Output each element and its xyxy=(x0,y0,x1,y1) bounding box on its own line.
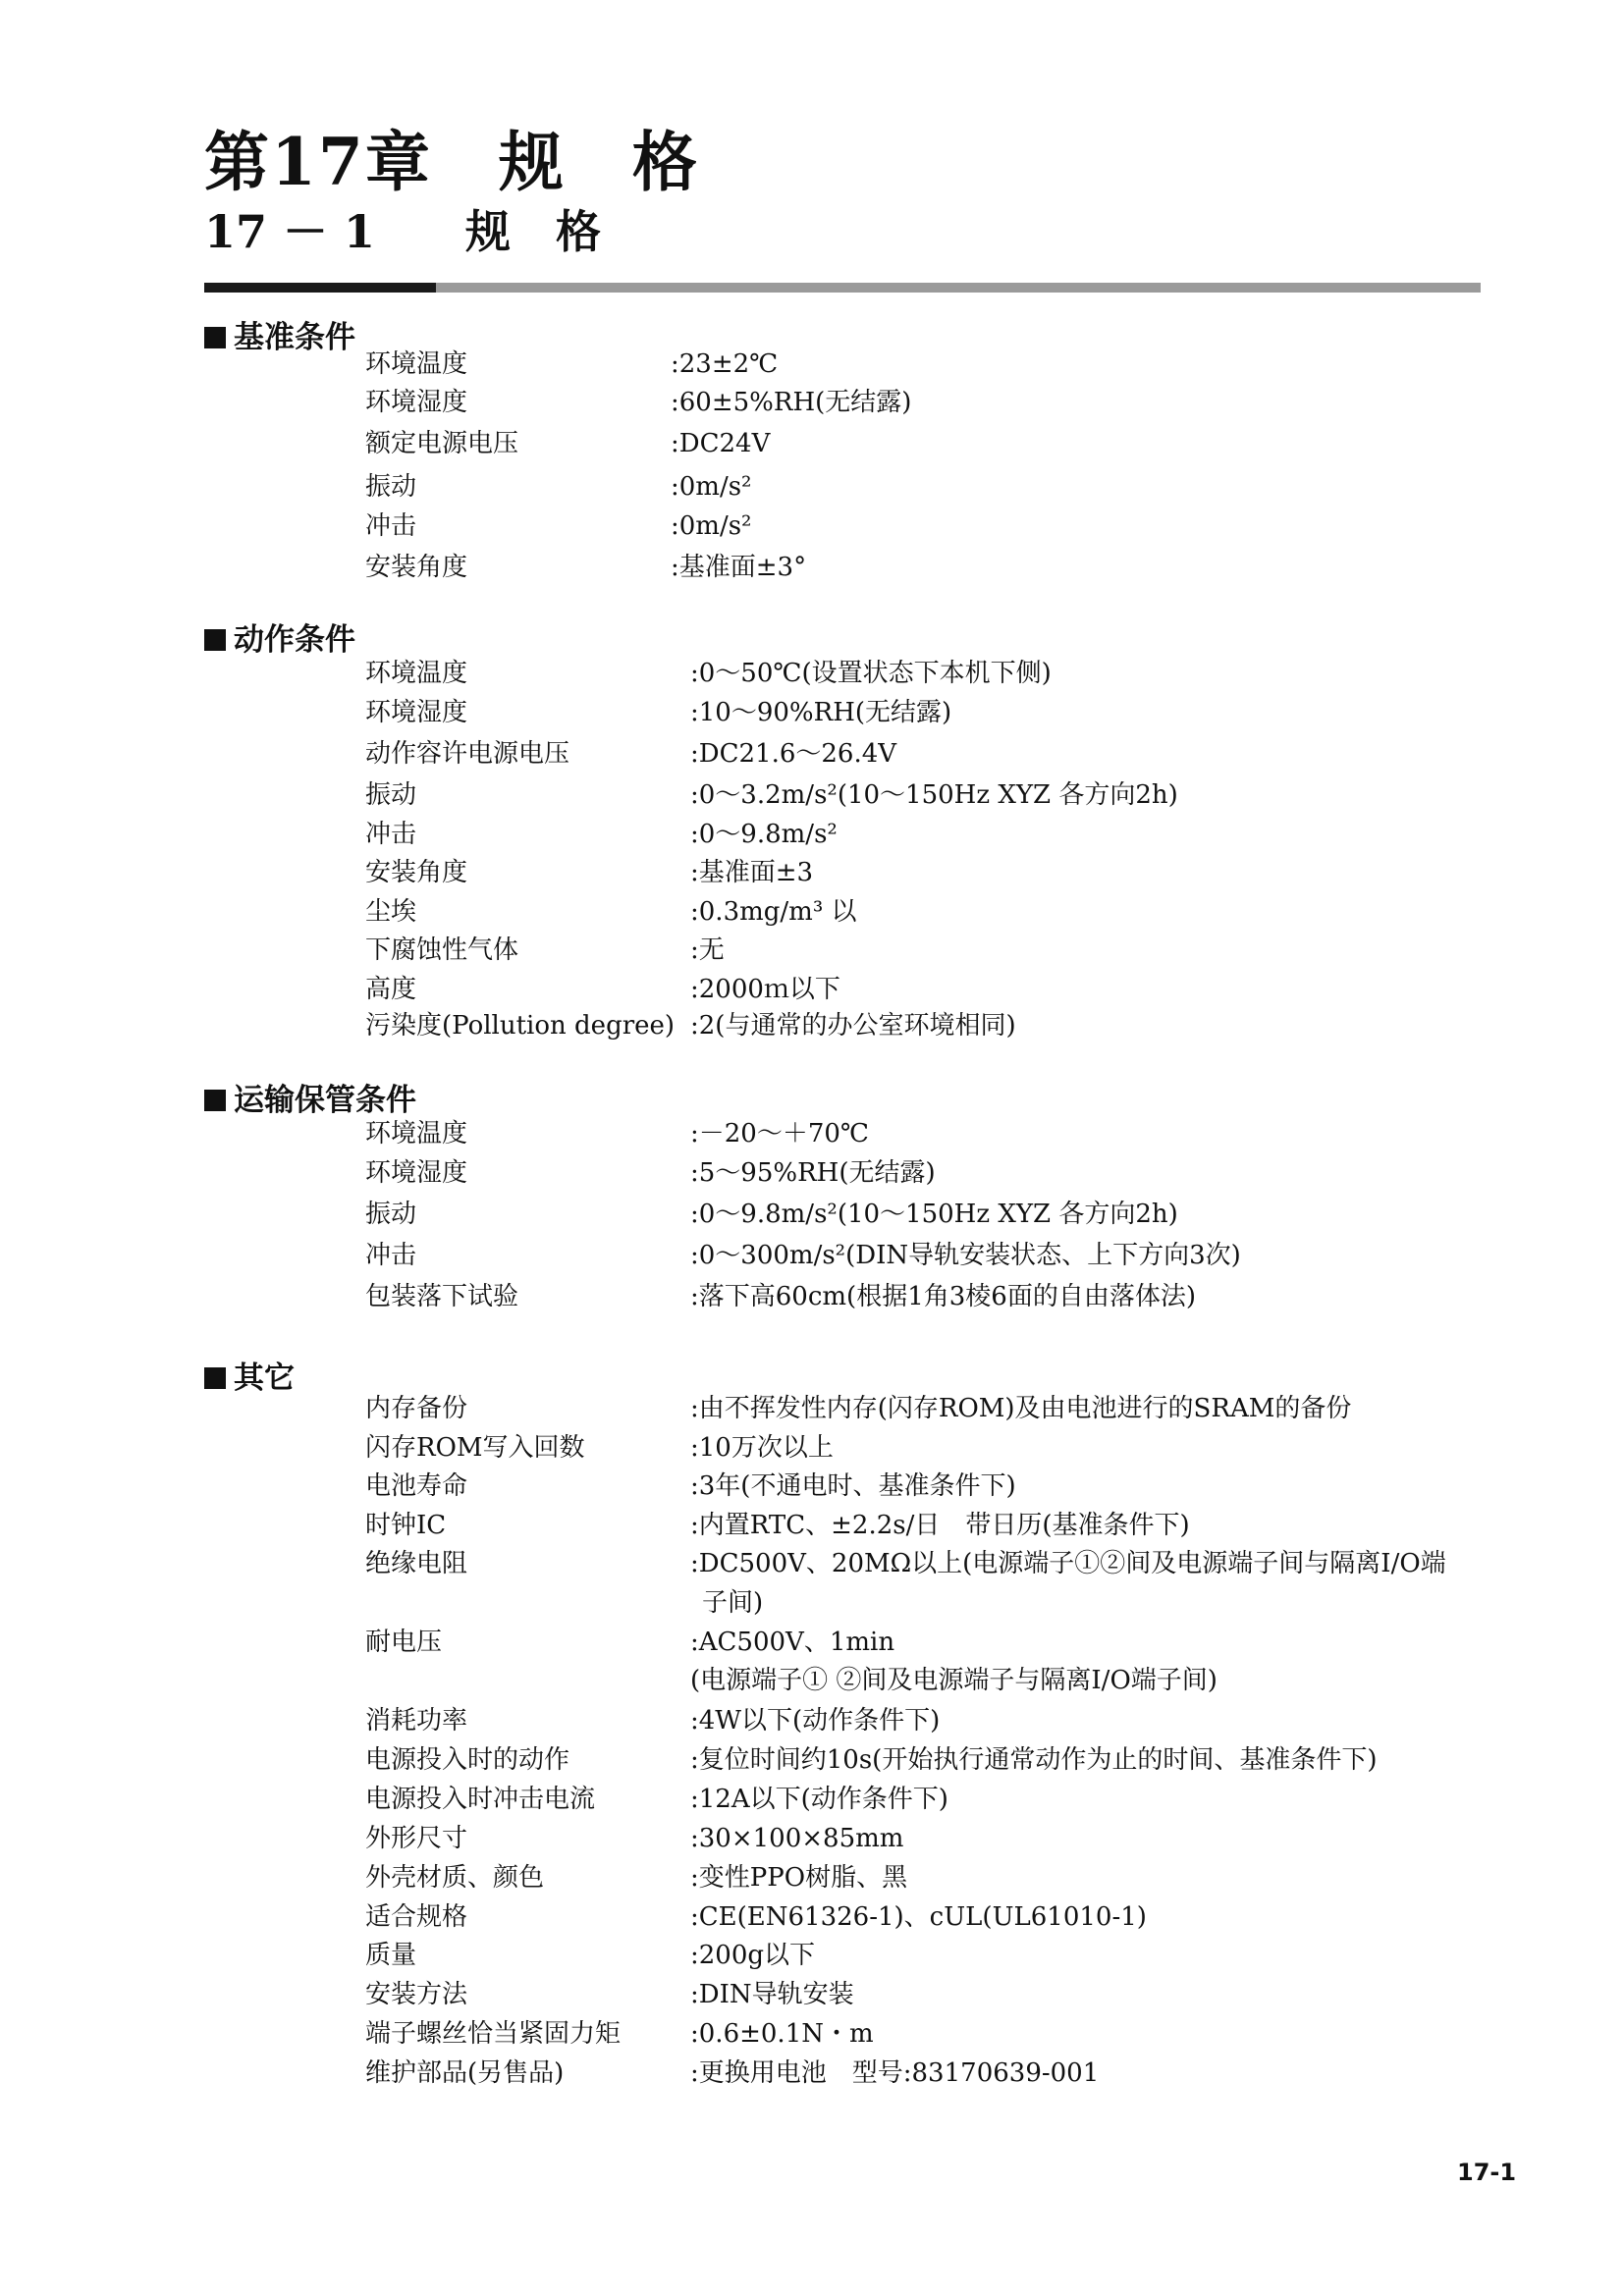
spec-value: :DC24V xyxy=(671,429,771,458)
spec-value: :基准面±3 xyxy=(690,858,814,887)
spec-value: :4W以下(动作条件下) xyxy=(690,1706,941,1735)
spec-label: 电源投入时冲击电流 xyxy=(365,1785,596,1814)
spec-label: 安装角度 xyxy=(365,553,468,582)
spec-label: 动作容许电源电压 xyxy=(365,739,570,769)
spec-value: :10万次以上 xyxy=(690,1433,834,1463)
spec-value: :200g以下 xyxy=(690,1941,816,1970)
square-bullet-icon xyxy=(204,327,226,348)
spec-label: 冲击 xyxy=(365,820,417,849)
spec-label: 外壳材质、颜色 xyxy=(365,1863,545,1893)
spec-label: 振动 xyxy=(365,1200,417,1229)
spec-label: 外形尺寸 xyxy=(365,1824,468,1853)
spec-label: 安装角度 xyxy=(365,858,468,887)
spec-label: 包装落下试验 xyxy=(365,1282,519,1311)
spec-label: 冲击 xyxy=(365,511,417,541)
section-heading-operating-conditions: 动作条件 xyxy=(204,614,355,659)
spec-label: 尘埃 xyxy=(365,897,417,927)
spec-value: :－20～＋70℃ xyxy=(690,1119,870,1148)
spec-label: 环境湿度 xyxy=(365,698,468,727)
spec-label: 耐电压 xyxy=(365,1628,443,1657)
spec-value: :2000ｍ以下 xyxy=(690,975,840,1004)
spec-label: 环境湿度 xyxy=(365,388,468,417)
spec-label: 维护部品(另售品) xyxy=(365,2058,565,2088)
section-heading-other: 其它 xyxy=(204,1353,295,1397)
spec-value: :60±5%RH(无结露) xyxy=(671,388,912,417)
spec-label: 振动 xyxy=(365,472,417,502)
spec-value: :DC21.6～26.4V xyxy=(690,739,897,769)
spec-label: 适合规格 xyxy=(365,1902,468,1932)
spec-label: 安装方法 xyxy=(365,1980,468,2009)
spec-label: 绝缘电阻 xyxy=(365,1549,468,1578)
spec-value: :2(与通常的办公室环境相同) xyxy=(690,1011,1016,1041)
spec-label: 振动 xyxy=(365,780,417,810)
spec-value: :0m/s² xyxy=(671,472,752,502)
spec-label: 内存备份 xyxy=(365,1394,468,1423)
spec-value: :0～9.8m/s² xyxy=(690,820,838,849)
spec-label: 消耗功率 xyxy=(365,1706,468,1735)
spec-value: :0.3mg/m³ 以 xyxy=(690,897,857,927)
spec-value: :复位时间约10s(开始执行通常动作为止的时间、基准条件下) xyxy=(690,1745,1378,1775)
page-number: 17-1 xyxy=(1457,2159,1517,2186)
spec-value: :更换用电池 型号:83170639-001 xyxy=(690,2058,1100,2088)
chapter-title: 第17章 规 格 xyxy=(204,124,699,200)
spec-label: 环境温度 xyxy=(365,659,468,688)
title-rule-accent xyxy=(204,283,436,293)
spec-label: 污染度(Pollution degree) xyxy=(365,1011,676,1041)
spec-value: :30×100×85mm xyxy=(690,1824,904,1853)
spec-label: 冲击 xyxy=(365,1241,417,1270)
square-bullet-icon xyxy=(204,1090,226,1111)
spec-value: :0～300m/s²(DIN导轨安装状态、上下方向3次) xyxy=(690,1241,1241,1270)
spec-label: 环境湿度 xyxy=(365,1158,468,1188)
spec-label: 环境温度 xyxy=(365,1119,468,1148)
spec-value: :CE(EN61326-1)、cUL(UL61010-1) xyxy=(690,1902,1147,1932)
spec-value: :23±2℃ xyxy=(671,349,779,379)
section-heading-reference-conditions: 基准条件 xyxy=(204,312,355,356)
spec-value: :变性PPO树脂、黑 xyxy=(690,1863,908,1893)
square-bullet-icon xyxy=(204,629,226,651)
spec-label: 下腐蚀性气体 xyxy=(365,935,519,965)
spec-value: :3年(不通电时、基准条件下) xyxy=(690,1471,1016,1501)
spec-label: 时钟IC xyxy=(365,1511,447,1540)
section-heading-transport-storage-conditions: 运输保管条件 xyxy=(204,1075,416,1119)
section-title: 17 － 1 规 格 xyxy=(204,205,602,258)
spec-label: 环境温度 xyxy=(365,349,468,379)
spec-value: :落下高60cm(根据1角3棱6面的自由落体法) xyxy=(690,1282,1196,1311)
spec-value: :AC500V、1min xyxy=(690,1628,895,1657)
spec-value: :0～9.8m/s²(10～150Hz XYZ 各方向2h) xyxy=(690,1200,1178,1229)
spec-value: :0～3.2m/s²(10～150Hz XYZ 各方向2h) xyxy=(690,780,1178,810)
spec-value-continuation: 子间) xyxy=(702,1588,764,1618)
spec-value: :DC500V、20MΩ以上(电源端子①②间及电源端子间与隔离I/O端 xyxy=(690,1549,1446,1578)
spec-label: 额定电源电压 xyxy=(365,429,519,458)
spec-value: :内置RTC、±2.2s/日 带日历(基准条件下) xyxy=(690,1511,1190,1540)
spec-value: :基准面±3° xyxy=(671,553,807,582)
spec-label: 电源投入时的动作 xyxy=(365,1745,570,1775)
spec-value: :0～50℃(设置状态下本机下侧) xyxy=(690,659,1052,688)
spec-value: :无 xyxy=(690,935,725,965)
spec-value: :10～90%RH(无结露) xyxy=(690,698,952,727)
spec-value: :5～95%RH(无结露) xyxy=(690,1158,936,1188)
spec-value: :12A以下(动作条件下) xyxy=(690,1785,948,1814)
spec-label: 质量 xyxy=(365,1941,417,1970)
square-bullet-icon xyxy=(204,1367,226,1389)
spec-label: 电池寿命 xyxy=(365,1471,468,1501)
spec-value: :DIN导轨安装 xyxy=(690,1980,854,2009)
spec-value: :0.6±0.1N・m xyxy=(690,2019,874,2049)
spec-value: :由不挥发性内存(闪存ROM)及由电池进行的SRAM的备份 xyxy=(690,1394,1352,1423)
spec-label: 高度 xyxy=(365,975,417,1004)
spec-value-continuation: (电源端子① ②间及电源端子与隔离I/O端子间) xyxy=(690,1666,1218,1695)
spec-label: 闪存ROM写入回数 xyxy=(365,1433,585,1463)
spec-value: :0m/s² xyxy=(671,511,752,541)
spec-label: 端子螺丝恰当紧固力矩 xyxy=(365,2019,622,2049)
